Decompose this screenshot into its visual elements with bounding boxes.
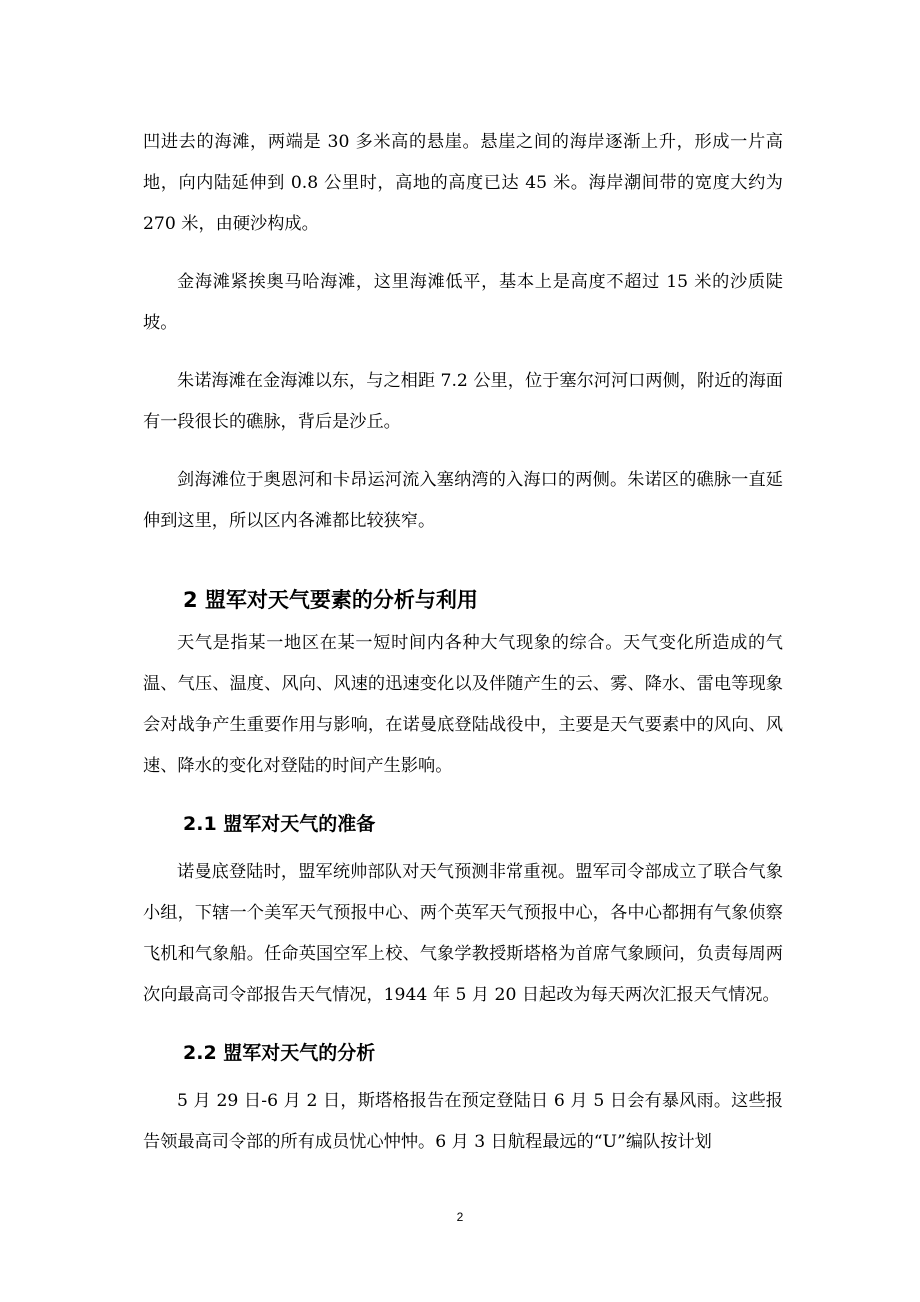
paragraph-weather-preparation: 诺曼底登陆时，盟军统帅部队对天气预测非常重视。盟军司令部成立了联合气象小组，下辖一个美军天气预报中心、两个英军天气预报中心，各中心都拥有气象侦察飞机和气象船。任命英国空军上校、气象学教授斯塔格为首席气象顾问，负责每周两次向最高司令部报告天气情况，1944 年 5 月 20 日起改为每天两次汇报天气情况。 xyxy=(143,862,783,1005)
paragraph-sword-beach: 剑海滩位于奥恩河和卡昂运河流入塞纳湾的入海口的两侧。朱诺区的礁脉一直延伸到这里，所以区内各滩都比较狭窄。 xyxy=(143,470,783,531)
page-number: 2 xyxy=(456,1210,464,1224)
paragraph-weather-definition: 天气是指某一地区在某一短时间内各种大气现象的综合。天气变化所造成的气温、气压、温度、风向、风速的迅速变化以及伴随产生的云、雾、降水、雷电等现象会对战争产生重要作用与影响，在诺曼底登陆战役中，主要是天气要素中的风向、风速、降水的变化对登陆的时间产生影响。 xyxy=(143,633,783,776)
subsection-heading-2-2: 2.2 盟军对天气的分析 xyxy=(183,1042,376,1064)
paragraph-juno-beach: 朱诺海滩在金海滩以东，与之相距 7.2 公里，位于塞尔河河口两侧，附近的海面有一段很长的礁脉，背后是沙丘。 xyxy=(143,371,783,432)
paragraph-gold-beach: 金海滩紧挨奥马哈海滩，这里海滩低平，基本上是高度不超过 15 米的沙质陡坡。 xyxy=(143,272,783,333)
paragraph-omaha-cliffs: 凹进去的海滩，两端是 30 多米高的悬崖。悬崖之间的海岸逐渐上升，形成一片高地，向内陆延伸到 0.8 公里时，高地的高度已达 45 米。海岸潮间带的宽度大约为 270 米，由硬沙构成。 xyxy=(143,132,783,234)
subsection-heading-2-1: 2.1 盟军对天气的准备 xyxy=(183,813,376,835)
page-body xyxy=(143,122,783,1180)
paragraph-weather-analysis: 5 月 29 日-6 月 2 日，斯塔格报告在预定登陆日 6 月 5 日会有暴风雨。这些报告领最高司令部的所有成员忧心忡忡。6 月 3 日航程最远的“U”编队按计划 xyxy=(143,1091,783,1152)
section-heading-2: 2 盟军对天气要素的分析与利用 xyxy=(183,588,478,612)
